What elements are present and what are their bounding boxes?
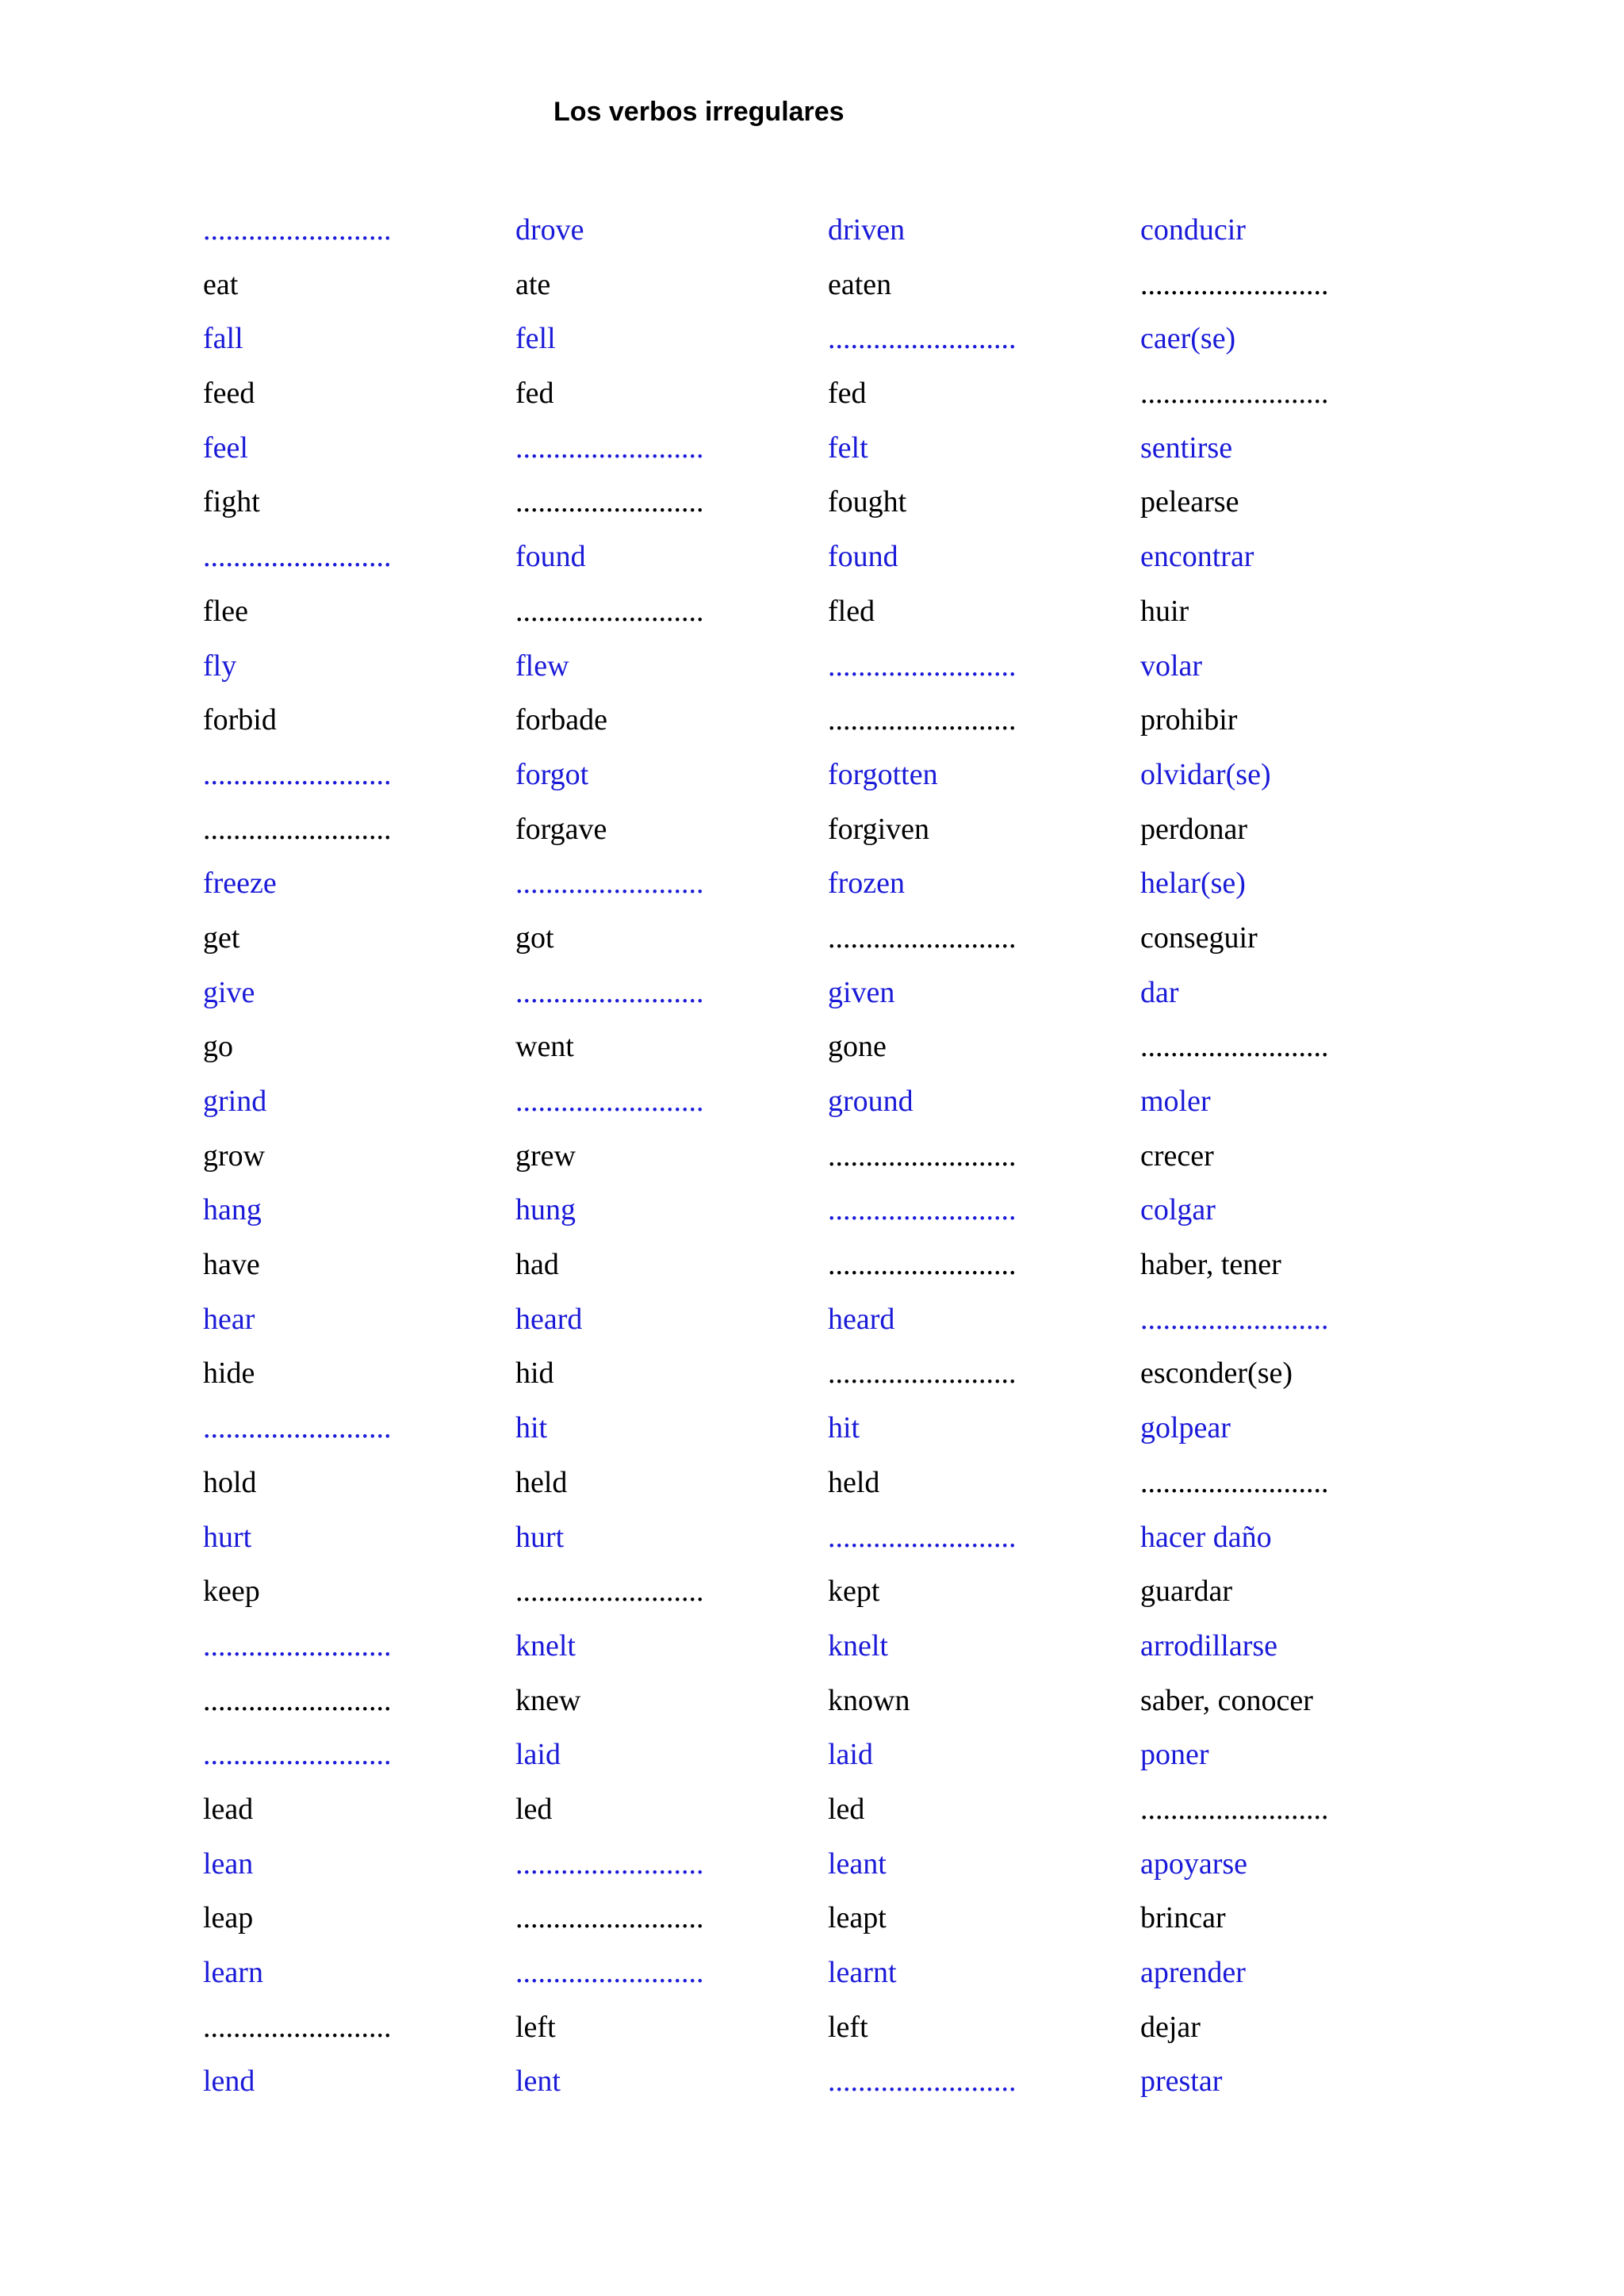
table-row <box>203 318 1472 373</box>
infinitive-cell: forbid <box>203 703 277 737</box>
past-simple-cell: fell <box>515 322 556 356</box>
past-participle-cell: gone <box>828 1030 887 1064</box>
table-row <box>203 699 1472 754</box>
past-participle-cell: ground <box>828 1085 914 1118</box>
translation-cell: volar <box>1140 649 1203 683</box>
past-simple-cell: ate <box>515 267 551 301</box>
past-simple-cell: laid <box>515 1738 561 1772</box>
past-participle-cell: heard <box>828 1302 895 1336</box>
translation-cell: perdonar <box>1140 812 1248 846</box>
table-row <box>203 972 1472 1027</box>
past-simple-cell: flew <box>515 649 569 683</box>
past-participle-cell: ......................... <box>828 1248 1017 1282</box>
infinitive-cell: keep <box>203 1575 260 1609</box>
infinitive-cell: ......................... <box>203 1628 392 1663</box>
table-row <box>203 264 1472 319</box>
translation-cell: esconder(se) <box>1140 1357 1293 1391</box>
infinitive-cell: grind <box>203 1085 267 1118</box>
past-simple-cell: forgave <box>515 812 607 846</box>
past-participle-cell: hit <box>828 1411 860 1445</box>
past-participle-cell: led <box>828 1792 865 1826</box>
table-row <box>203 1462 1472 1517</box>
infinitive-cell: hurt <box>203 1520 252 1554</box>
infinitive-cell: grow <box>203 1138 266 1173</box>
past-participle-cell: ......................... <box>828 1138 1017 1173</box>
infinitive-cell: get <box>203 920 240 955</box>
translation-cell: helar(se) <box>1140 867 1246 901</box>
table-row <box>203 536 1472 591</box>
translation-cell: ......................... <box>1140 1302 1329 1336</box>
past-participle-cell: felt <box>828 430 868 465</box>
table-row <box>203 1571 1472 1625</box>
table-row <box>203 2007 1472 2061</box>
infinitive-cell: ......................... <box>203 1738 392 1772</box>
past-simple-cell: ......................... <box>515 1901 704 1935</box>
past-participle-cell: kept <box>828 1575 880 1609</box>
past-simple-cell: got <box>515 920 554 955</box>
past-simple-cell: ......................... <box>515 1575 704 1609</box>
translation-cell: saber, conocer <box>1140 1683 1313 1717</box>
translation-cell: arrodillarse <box>1140 1628 1278 1663</box>
infinitive-cell: feel <box>203 430 248 465</box>
infinitive-cell: hear <box>203 1302 255 1336</box>
table-row <box>203 863 1472 917</box>
table-row <box>203 1189 1472 1244</box>
past-simple-cell: held <box>515 1465 568 1499</box>
infinitive-cell: eat <box>203 267 239 301</box>
translation-cell: ......................... <box>1140 377 1329 411</box>
translation-cell: olvidar(se) <box>1140 757 1271 791</box>
past-participle-cell: found <box>828 540 898 574</box>
infinitive-cell: have <box>203 1248 260 1282</box>
translation-cell: poner <box>1140 1738 1209 1772</box>
translation-cell: encontrar <box>1140 540 1254 574</box>
past-participle-cell: ......................... <box>828 1357 1017 1391</box>
table-row <box>203 481 1472 536</box>
table-row <box>203 1734 1472 1789</box>
past-participle-cell: ......................... <box>828 1193 1017 1227</box>
infinitive-cell: hide <box>203 1357 255 1391</box>
verb-table <box>203 209 1472 2115</box>
table-row <box>203 645 1472 700</box>
translation-cell: huir <box>1140 594 1189 628</box>
infinitive-cell: fight <box>203 485 260 519</box>
past-simple-cell: hurt <box>515 1520 565 1554</box>
past-simple-cell: lent <box>515 2064 561 2099</box>
past-simple-cell: had <box>515 1248 559 1282</box>
translation-cell: crecer <box>1140 1138 1214 1173</box>
infinitive-cell: feed <box>203 377 255 411</box>
table-row <box>203 1244 1472 1299</box>
table-row <box>203 591 1472 645</box>
past-participle-cell: forgiven <box>828 812 930 846</box>
past-simple-cell: knelt <box>515 1628 576 1663</box>
translation-cell: pelearse <box>1140 485 1239 519</box>
table-row <box>203 809 1472 863</box>
translation-cell: haber, tener <box>1140 1248 1281 1282</box>
table-row <box>203 373 1472 427</box>
past-participle-cell: driven <box>828 213 906 247</box>
past-simple-cell: led <box>515 1792 553 1826</box>
infinitive-cell: ......................... <box>203 213 392 247</box>
translation-cell: golpear <box>1140 1411 1231 1445</box>
past-simple-cell: hit <box>515 1411 548 1445</box>
infinitive-cell: ......................... <box>203 2010 392 2044</box>
infinitive-cell: go <box>203 1030 233 1064</box>
past-participle-cell: ......................... <box>828 649 1017 683</box>
infinitive-cell: ......................... <box>203 757 392 791</box>
table-row <box>203 1135 1472 1190</box>
past-participle-cell: left <box>828 2010 868 2044</box>
past-participle-cell: eaten <box>828 267 892 301</box>
infinitive-cell: give <box>203 975 255 1009</box>
past-participle-cell: ......................... <box>828 1520 1017 1554</box>
infinitive-cell: learn <box>203 1956 263 1989</box>
past-participle-cell: ......................... <box>828 920 1017 955</box>
past-participle-cell: ......................... <box>828 2064 1017 2099</box>
translation-cell: ......................... <box>1140 1465 1329 1499</box>
infinitive-cell: ......................... <box>203 812 392 846</box>
past-participle-cell: leant <box>828 1846 887 1881</box>
past-participle-cell: ......................... <box>828 322 1017 356</box>
translation-cell: caer(se) <box>1140 322 1236 356</box>
past-simple-cell: hung <box>515 1193 576 1227</box>
translation-cell: dejar <box>1140 2010 1201 2044</box>
translation-cell: sentirse <box>1140 430 1233 465</box>
translation-cell: ......................... <box>1140 267 1329 301</box>
past-participle-cell: laid <box>828 1738 873 1772</box>
infinitive-cell: lend <box>203 2064 255 2099</box>
translation-cell: aprender <box>1140 1956 1246 1989</box>
infinitive-cell: lead <box>203 1792 254 1826</box>
table-row <box>203 427 1472 482</box>
past-simple-cell: grew <box>515 1138 576 1173</box>
past-simple-cell: left <box>515 2010 556 2044</box>
past-simple-cell: ......................... <box>515 975 704 1009</box>
table-row <box>203 1517 1472 1571</box>
table-row <box>203 1952 1472 2007</box>
past-simple-cell: found <box>515 540 586 574</box>
past-simple-cell: went <box>515 1030 574 1064</box>
table-row <box>203 1789 1472 1843</box>
infinitive-cell: ......................... <box>203 540 392 574</box>
translation-cell: moler <box>1140 1085 1211 1118</box>
table-row <box>203 1353 1472 1407</box>
past-simple-cell: heard <box>515 1302 583 1336</box>
table-row <box>203 1299 1472 1353</box>
past-participle-cell: frozen <box>828 867 906 901</box>
past-simple-cell: drove <box>515 213 584 247</box>
translation-cell: prestar <box>1140 2064 1223 2099</box>
past-participle-cell: held <box>828 1465 880 1499</box>
translation-cell: brincar <box>1140 1901 1226 1935</box>
infinitive-cell: fly <box>203 649 237 683</box>
infinitive-cell: lean <box>203 1846 254 1881</box>
past-simple-cell: ......................... <box>515 1085 704 1118</box>
table-row <box>203 209 1472 264</box>
past-simple-cell: knew <box>515 1683 581 1717</box>
translation-cell: conducir <box>1140 213 1246 247</box>
past-simple-cell: ......................... <box>515 1846 704 1881</box>
past-participle-cell: given <box>828 975 895 1009</box>
past-simple-cell: fed <box>515 377 554 411</box>
past-participle-cell: known <box>828 1683 910 1717</box>
past-participle-cell: fed <box>828 377 867 411</box>
table-row <box>203 1026 1472 1081</box>
table-row <box>203 754 1472 809</box>
past-participle-cell: fled <box>828 594 875 628</box>
translation-cell: guardar <box>1140 1575 1233 1609</box>
past-participle-cell: knelt <box>828 1628 888 1663</box>
past-participle-cell: forgotten <box>828 757 938 791</box>
translation-cell: colgar <box>1140 1193 1216 1227</box>
infinitive-cell: fall <box>203 322 243 356</box>
past-simple-cell: forbade <box>515 703 608 737</box>
table-row <box>203 917 1472 972</box>
table-row <box>203 1625 1472 1680</box>
table-row <box>203 2061 1472 2115</box>
past-simple-cell: hid <box>515 1357 554 1391</box>
table-row <box>203 1897 1472 1952</box>
table-row <box>203 1680 1472 1735</box>
table-row <box>203 1407 1472 1462</box>
page-title: Los verbos irregulares <box>553 97 845 127</box>
past-simple-cell: ......................... <box>515 430 704 465</box>
past-simple-cell: ......................... <box>515 485 704 519</box>
translation-cell: conseguir <box>1140 920 1258 955</box>
past-participle-cell: fought <box>828 485 907 519</box>
infinitive-cell: freeze <box>203 867 277 901</box>
past-simple-cell: ......................... <box>515 867 704 901</box>
table-row <box>203 1081 1472 1135</box>
past-simple-cell: ......................... <box>515 594 704 628</box>
infinitive-cell: leap <box>203 1901 254 1935</box>
translation-cell: ......................... <box>1140 1030 1329 1064</box>
past-simple-cell: forgot <box>515 757 589 791</box>
translation-cell: ......................... <box>1140 1792 1329 1826</box>
translation-cell: apoyarse <box>1140 1846 1248 1881</box>
table-row <box>203 1843 1472 1898</box>
infinitive-cell: hold <box>203 1465 257 1499</box>
infinitive-cell: ......................... <box>203 1411 392 1445</box>
past-participle-cell: ......................... <box>828 703 1017 737</box>
translation-cell: prohibir <box>1140 703 1238 737</box>
past-participle-cell: leapt <box>828 1901 887 1935</box>
infinitive-cell: ......................... <box>203 1683 392 1717</box>
past-simple-cell: ......................... <box>515 1956 704 1989</box>
translation-cell: hacer daño <box>1140 1520 1272 1554</box>
past-participle-cell: learnt <box>828 1956 897 1989</box>
translation-cell: dar <box>1140 975 1179 1009</box>
infinitive-cell: hang <box>203 1193 262 1227</box>
infinitive-cell: flee <box>203 594 248 628</box>
